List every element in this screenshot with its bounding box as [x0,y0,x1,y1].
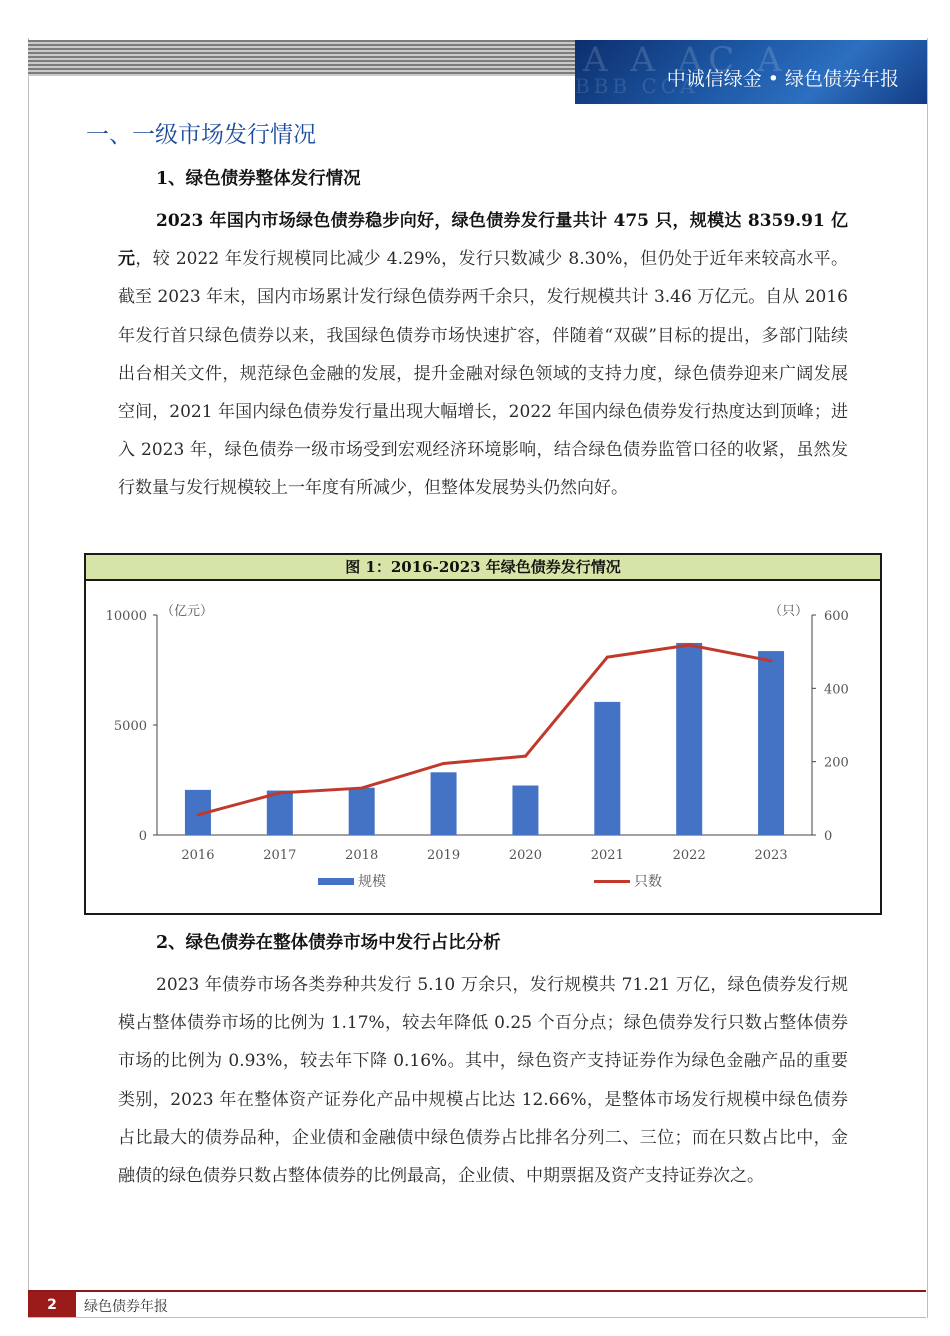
left-axis-tick-label: 10000 [105,609,147,624]
line-point-2020 [524,755,527,758]
right-axis-tick-label: 0 [824,829,833,844]
subsection-1-title: 1、绿色债券整体发行情况 [156,169,361,189]
bar-2023 [758,651,784,835]
legend-label-bar: 规模 [358,874,386,890]
line-point-2017 [278,791,281,794]
left-axis-tick-label: 5000 [113,719,147,734]
line-point-2021 [606,656,609,659]
bar-2018 [349,788,375,835]
right-axis-tick-label: 600 [824,609,849,624]
left-axis-unit-label: （亿元） [161,604,214,619]
legend-swatch-line [594,880,630,883]
footer-bottom-border [28,1317,926,1318]
paragraph-1-rest: ，较 2022 年发行规模同比减少 4.29%，发行只数减少 8.30%，但仍处于近年来较高水平。截至 2023 年末，国内市场累计发行绿色债券两千余只，发行规模共计 3.46 万亿元。自从 2016 年发行首只绿色债券以来，我国绿色债券市场快速扩容，伴随着“双碳”目标的提出，多部门陆续出台相关文件，规范绿色金融的发展，提升金融对绿色领域的支持力度，绿色债券迎来广阔发展空间，2021 年国内绿色债券发行量出现大幅增长，2022 年国内绿色债券发行热度达到顶峰；进入 2023 年，绿色债券一级市场受到宏观经济环境影响，结合绿色债券监管口径的收紧，虽然发行数量与发行规模较上一年度有所减少，但整体发展势头仍然向好。 [118,249,849,499]
footer-report-name: 绿色债券年报 [84,1299,168,1315]
line-point-2023 [770,659,773,662]
bar-2020 [512,786,538,836]
bar-2017 [267,791,293,835]
x-tick-label: 2021 [590,848,624,863]
page-number: 2 [28,1292,76,1318]
line-point-2018 [360,787,363,790]
header-title: 中诚信绿金 • 绿色债券年报 [666,68,899,90]
chart-figure [84,553,882,915]
bar-2021 [594,702,620,835]
legend-swatch-bar [318,878,354,885]
line-point-2016 [196,813,199,816]
paragraph-1-bold: 2023 年国内市场绿色债券稳步向好，绿色债券发行量共计 475 只，规模达 8359.91 亿元 [118,211,848,270]
header-banner [575,40,927,104]
paragraph-2: 2023 年债券市场各类券种共发行 5.10 万余只，发行规模共 71.21 万亿，绿色债券发行规模占整体债券市场的比例为 1.17%，较去年降低 0.25 个百分点；绿色债券发行只数占整体债券市场的比例为 0.93%，较去年下降 0.16%。其中，绿色资产支持证券作为绿色金融产品的重要类别，2023 年在整体资产证券化产品中规模占比达 12.66%，是整体市场发行规模中绿色债券占比最大的债券品种，企业债和金融债中绿色债券占比排名分列二、三位；而在只数占比中，金融债的绿色债券只数占整体债券的比例最高，企业债、中期票据及资产支持证券次之。 [118,975,848,1187]
x-tick-label: 2019 [427,848,461,863]
right-axis-tick-label: 200 [824,755,849,771]
x-tick-label: 2023 [754,848,788,863]
footer-line [28,1290,926,1292]
header-stripes [28,40,576,76]
x-tick-label: 2022 [672,848,706,863]
chart-caption: 图 1：2016-2023 年绿色债券发行情况 [86,555,880,581]
x-tick-label: 2017 [263,848,297,863]
left-axis-tick-label: 0 [138,829,147,844]
right-axis-tick-label: 400 [824,682,849,698]
section-title: 一、一级市场发行情况 [86,122,316,148]
bar-2022 [676,643,702,835]
line-point-2022 [688,644,691,647]
chart-canvas [86,581,880,911]
right-axis-unit-label: （只） [768,604,808,619]
x-tick-label: 2020 [508,848,542,863]
bar-2019 [431,772,457,835]
banner-background-letters-2: BBB CCA [575,74,699,98]
line-point-2019 [442,762,445,765]
paragraph-1 [118,202,848,508]
legend-label-line: 只数 [634,874,662,890]
subsection-2-title: 2、绿色债券在整体债券市场中发行占比分析 [156,933,501,953]
x-tick-label: 2016 [181,848,215,863]
x-tick-label: 2018 [345,848,379,863]
banner-background-letters: A A AC A [583,40,788,80]
